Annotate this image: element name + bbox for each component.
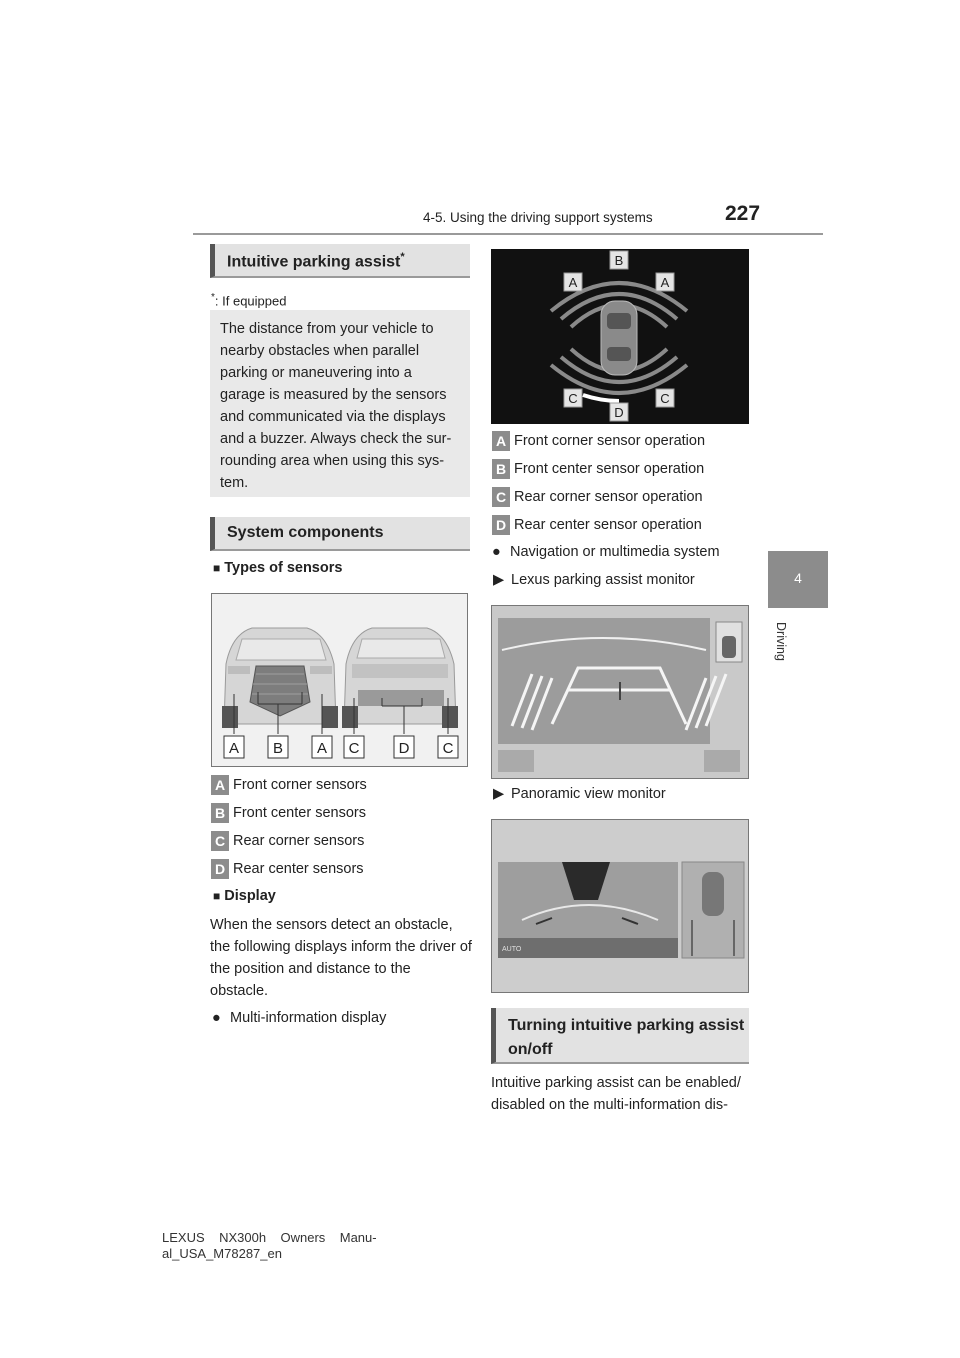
lpam-item bbox=[493, 572, 695, 588]
square-bullet-icon: ■ bbox=[213, 889, 221, 903]
lpam-figure bbox=[491, 605, 749, 779]
legend-label: Rear corner sensors bbox=[233, 833, 365, 849]
sensor-label-c1: C bbox=[348, 740, 360, 757]
legend-label: Front corner sensor operation bbox=[514, 433, 706, 449]
equipped-text: : If equipped bbox=[214, 293, 287, 309]
heading-turning-line1: Turning intuitive parking assist bbox=[508, 1017, 745, 1034]
display-label-c1: C bbox=[568, 391, 578, 406]
heading-title: Intuitive parking assist bbox=[227, 253, 401, 271]
footer-line2: al_USA_M78287_en bbox=[162, 1246, 282, 1261]
badge-a: A bbox=[492, 431, 510, 451]
heading-turning-line2: on/off bbox=[508, 1041, 553, 1058]
sensor-label-c2: C bbox=[442, 740, 454, 757]
display-label-c2: C bbox=[660, 391, 670, 406]
dot-bullet-icon: ● bbox=[492, 544, 501, 560]
badge-a: A bbox=[211, 775, 229, 795]
header-divider bbox=[193, 233, 823, 235]
heading-system-components-text: System components bbox=[227, 524, 384, 541]
footer bbox=[162, 1230, 377, 1262]
legend-label: Rear center sensor operation bbox=[514, 517, 702, 533]
panoramic-drawing bbox=[492, 820, 749, 993]
multi-info-item bbox=[212, 1010, 386, 1026]
equipped-note bbox=[211, 292, 286, 308]
lpam-drawing bbox=[492, 606, 749, 779]
nav-system-item bbox=[492, 544, 720, 560]
multi-info-text: Multi-information display bbox=[230, 1010, 387, 1026]
display-title-text: Display bbox=[224, 888, 276, 904]
badge-b: B bbox=[492, 459, 510, 479]
sensor-label-d: D bbox=[398, 740, 410, 757]
badge-c: C bbox=[211, 831, 229, 851]
dot-bullet-icon: ● bbox=[212, 1010, 221, 1026]
display-label-a2: A bbox=[660, 275, 670, 290]
badge-d: D bbox=[211, 859, 229, 879]
sensor-figure-drawing bbox=[212, 594, 468, 767]
nav-system-text: Navigation or multimedia system bbox=[510, 544, 720, 560]
display-title bbox=[213, 888, 276, 904]
mid-display-figure bbox=[491, 249, 749, 424]
intro-box: The distance from your vehicle to nearby obstacles when parallel parking or maneuvering into a garage is measured by the sensors and communicated via the displays and a buzzer. Always check the sur-rounding area when using this sys-tem. bbox=[210, 310, 470, 497]
section-title: 4-5. Using the driving support systems bbox=[423, 210, 653, 225]
chapter-label bbox=[772, 622, 812, 682]
front-car-illustration bbox=[222, 628, 338, 728]
legend-label: Front corner sensors bbox=[233, 777, 367, 793]
sensor-label-a2: A bbox=[316, 740, 328, 757]
panoramic-figure bbox=[491, 819, 749, 993]
equipped-star: * bbox=[211, 292, 215, 303]
heading-intuitive-parking-assist bbox=[210, 244, 470, 278]
chapter-label-text: Driving bbox=[774, 622, 788, 661]
badge-b: B bbox=[211, 803, 229, 823]
display-label-a1: A bbox=[568, 275, 578, 290]
badge-c: C bbox=[492, 487, 510, 507]
sensor-location-figure bbox=[211, 593, 468, 767]
sensor-label-b: B bbox=[272, 740, 284, 757]
lpam-text: Lexus parking assist monitor bbox=[511, 572, 695, 588]
chapter-tab: 4 bbox=[768, 551, 828, 608]
car-top-view bbox=[601, 301, 637, 375]
types-of-sensors-text: Types of sensors bbox=[224, 560, 343, 576]
legend-label: Rear center sensors bbox=[233, 861, 364, 877]
legend-label: Front center sensor operation bbox=[514, 461, 705, 477]
pvm-auto-text: AUTO bbox=[502, 946, 522, 953]
sensor-label-a1: A bbox=[228, 740, 240, 757]
page-header bbox=[0, 0, 960, 240]
display-label-d: D bbox=[614, 405, 624, 420]
footer-line1: LEXUS NX300h Owners Manu- bbox=[162, 1230, 377, 1245]
badge-d: D bbox=[492, 515, 510, 535]
legend-label: Rear corner sensor operation bbox=[514, 489, 703, 505]
panoramic-item bbox=[493, 786, 666, 802]
heading-system-components bbox=[210, 517, 470, 551]
page-number: 227 bbox=[725, 202, 761, 225]
heading-star: * bbox=[400, 251, 405, 263]
panoramic-text: Panoramic view monitor bbox=[511, 786, 666, 802]
turning-paragraph: Intuitive parking assist can be enabled/ disabled on the multi-information dis- bbox=[491, 1075, 741, 1113]
rear-car-illustration bbox=[342, 628, 458, 728]
square-bullet-icon: ■ bbox=[213, 561, 221, 575]
display-label-b: B bbox=[614, 253, 624, 268]
triangle-bullet-icon: ▶ bbox=[493, 786, 505, 802]
triangle-bullet-icon: ▶ bbox=[493, 572, 505, 588]
mid-display-drawing bbox=[491, 249, 749, 424]
display-paragraph: When the sensors detect an obstacle, the following displays inform the driver of the position and distance to the obstacle. bbox=[210, 917, 472, 999]
heading-turning-on-off bbox=[491, 1008, 749, 1064]
types-of-sensors-title bbox=[213, 560, 342, 576]
legend-label: Front center sensors bbox=[233, 805, 366, 821]
